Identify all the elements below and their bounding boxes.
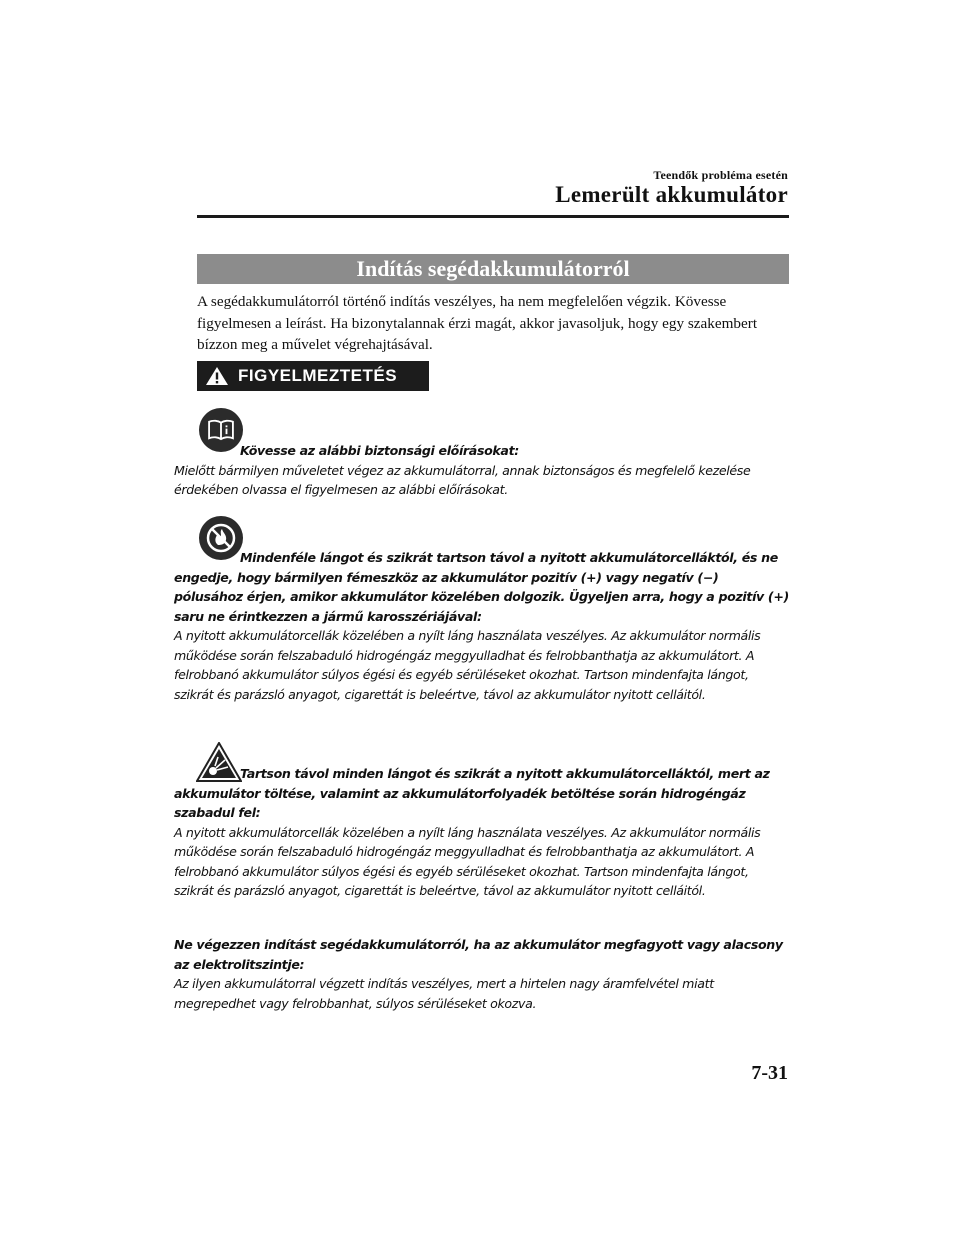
header-title: Lemerült akkumulátor [555,182,788,207]
section-title-bar: Indítás segédakkumulátorról [197,254,789,284]
intro-paragraph: A segédakkumulátorról történő indítás veszélyes, ha nem megfelelően végzik. Kövesse figyelmesen a leírást. Ha bizonytalannak érzi magát, akkor javasoljuk, hogy egy szakembert bízzon meg a művelet végrehajtásával. [197,293,758,353]
warning-body: Az ilyen akkumulátorral végzett indítás veszélyes, mert a hirtelen nagy áramfelvétel miatt megrepedhet vagy felrobbanhat, súlyos sérüléseket okozva. [174,976,714,1011]
page-number: 7-31 [751,1062,788,1084]
warning-body: A nyitott akkumulátorcellák közelében a nyílt láng használata veszélyes. Az akkumulátor normális működése során felszabaduló hidrogéngáz meggyulladhat és felrobbanthatja az akkumulátort. A felrobbanó akkumulátor súlyos égési és egyéb sérüléseket okozhat. Tartson mindenfajta lángot, szikrát és parázsló anyagot, cigarettát is beleértve, távol az akkumulátor nyitott celláitól. [174,628,761,702]
warning-body: A nyitott akkumulátorcellák közelében a nyílt láng használata veszélyes. Az akkumulátor normális működése során felszabaduló hidrogéngáz meggyulladhat és felrobbanthatja az akkumulátort. A felrobbanó akkumulátor súlyos égési és egyéb sérüléseket okozhat. Tartson mindenfajta lángot, szikrát és parázsló anyagot, cigarettát is beleértve, távol az akkumulátor nyitott celláitól. [174,824,761,898]
warning-triangle-icon [205,366,229,386]
explosion-warning-icon [196,742,242,782]
header-section-label: Teendők probléma esetén [653,168,788,182]
warning-heading: Mindenféle lángot és szikrát tartson távol a nyitott akkumulátorcelláktól, és ne engedje, hogy bármilyen fémeszköz az akkumulátor pozitív (+) vagy negatív (−) pólusához érjen, amikor akkumulátor közelében dolgozik. Ügyeljen arra, hogy a pozitív (+) saru ne érintkezzen a jármű karosszériájával: [174,550,789,624]
warning-heading: Tartson távol minden lángot és szikrát a nyitott akkumulátorcelláktól, mert az akkumulátor töltése, valamint az akkumulátorfolyadék betöltése során hidrogéngáz szabadul fel: [174,766,770,820]
warning-badge [197,361,429,391]
warning-heading: Ne végezzen indítást segédakkumulátorról, ha az akkumulátor megfagyott vagy alacsony az elektrolitszintje: [174,937,783,972]
warning-item-no-flame [174,516,789,704]
header-divider [197,215,789,218]
warning-heading: Kövesse az alábbi biztonsági előírásokat: [240,443,519,458]
warning-item-explosion [174,740,789,901]
warning-item-manual [174,408,789,500]
manual-book-icon [199,408,243,452]
warning-body: Mielőtt bármilyen műveletet végez az akkumulátorral, annak biztonságos és megfelelő kezelése érdekében olvassa el figyelmesen az alábbi előírásokat. [174,462,751,497]
no-flame-icon [199,516,243,560]
warning-item-frozen-battery [174,935,789,1013]
warning-label: FIGYELMEZTETÉS [238,366,398,385]
